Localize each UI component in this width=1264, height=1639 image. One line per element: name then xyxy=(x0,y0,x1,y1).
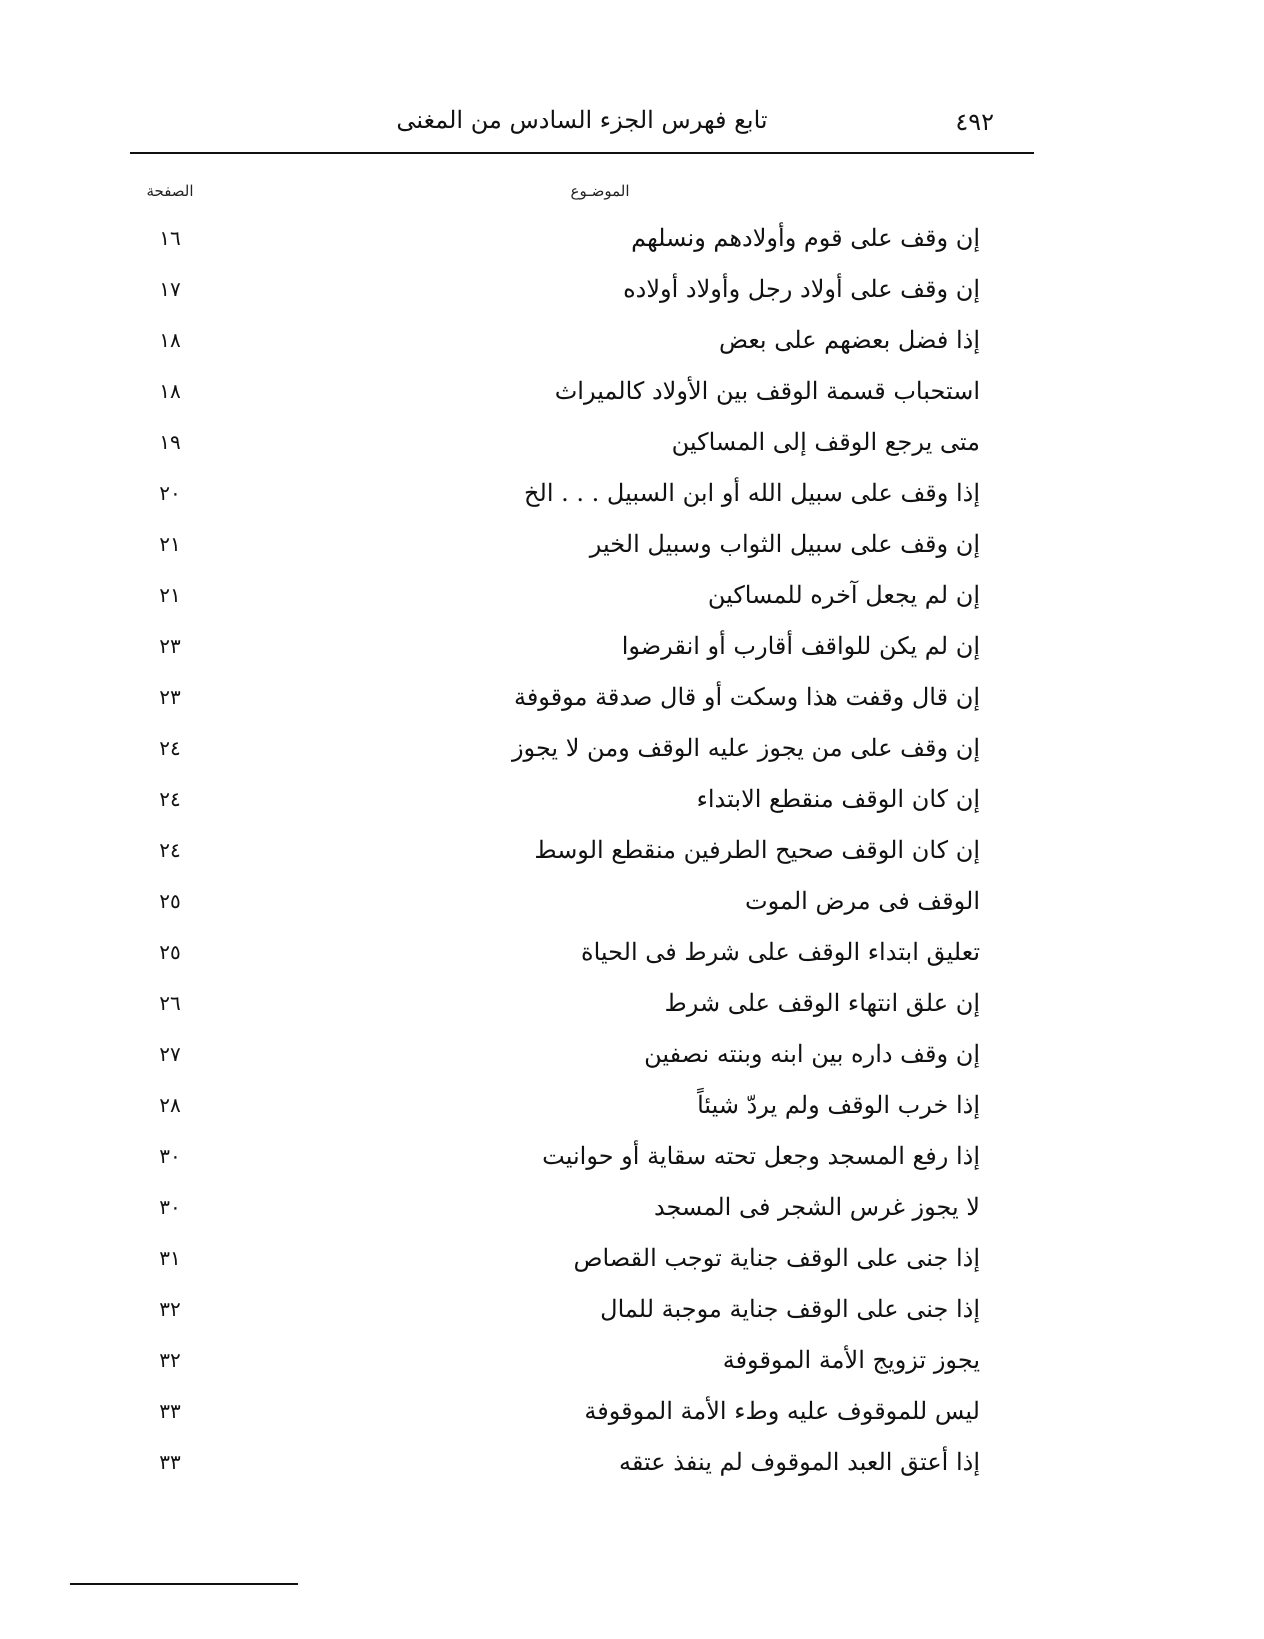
index-entry xyxy=(130,781,1034,832)
entry-page-number: ٢٠ xyxy=(159,481,181,505)
entry-topic: ليس للموقوف عليه وطء الأمة الموقوفة xyxy=(584,1397,980,1425)
index-entry xyxy=(130,373,1034,424)
entry-topic: إن كان الوقف منقطع الابتداء xyxy=(696,785,980,813)
entry-page-number: ٢٤ xyxy=(159,787,181,811)
entry-page-number: ٣٠ xyxy=(159,1144,181,1168)
entry-topic: إذا جنى على الوقف جناية توجب القصاص xyxy=(573,1244,980,1272)
entry-page-number: ١٩ xyxy=(159,430,181,454)
index-entry xyxy=(130,1036,1034,1087)
index-entry xyxy=(130,1240,1034,1291)
entry-topic: الوقف فى مرض الموت xyxy=(744,887,980,915)
index-entry xyxy=(130,883,1034,934)
footer-rule xyxy=(70,1583,298,1585)
index-entry xyxy=(130,271,1034,322)
index-entry xyxy=(130,679,1034,730)
entry-topic: تعليق ابتداء الوقف على شرط فى الحياة xyxy=(581,938,980,966)
index-entry xyxy=(130,1342,1034,1393)
entry-page-number: ١٧ xyxy=(159,277,181,301)
entry-page-number: ٢٨ xyxy=(159,1093,181,1117)
entry-page-number: ١٨ xyxy=(159,379,181,403)
entry-page-number: ٢١ xyxy=(159,583,181,607)
entry-topic: إذا أعتق العبد الموقوف لم ينفذ عتقه xyxy=(619,1448,980,1476)
entry-topic: إن علق انتهاء الوقف على شرط xyxy=(664,989,980,1017)
entry-topic: إذا خرب الوقف ولم يردّ شيئاً xyxy=(697,1091,980,1119)
entry-topic: لا يجوز غرس الشجر فى المسجد xyxy=(653,1193,980,1221)
page-header xyxy=(130,100,1034,140)
entry-topic: إن لم يكن للواقف أقارب أو انقرضوا xyxy=(621,632,980,660)
entry-topic: إذا فضل بعضهم على بعض xyxy=(718,326,980,354)
entry-page-number: ٢١ xyxy=(159,532,181,556)
index-entry xyxy=(130,934,1034,985)
entry-topic: إن وقف على من يجوز عليه الوقف ومن لا يجوز xyxy=(511,734,980,762)
entry-page-number: ٢٥ xyxy=(159,889,181,913)
index-entry xyxy=(130,832,1034,883)
index-entry xyxy=(130,985,1034,1036)
index-entry xyxy=(130,424,1034,475)
column-header-page: الصفحة xyxy=(146,182,194,200)
entry-topic: إذا وقف على سبيل الله أو ابن السبيل . . . الخ xyxy=(524,479,980,507)
entry-page-number: ٢٤ xyxy=(159,838,181,862)
index-entry xyxy=(130,475,1034,526)
index-entry xyxy=(130,1291,1034,1342)
entry-page-number: ٢٣ xyxy=(159,685,181,709)
index-entry xyxy=(130,1138,1034,1189)
entry-page-number: ٢٧ xyxy=(159,1042,181,1066)
entry-page-number: ٢٦ xyxy=(159,991,181,1015)
header-rule xyxy=(130,152,1034,154)
index-entry xyxy=(130,577,1034,628)
entry-page-number: ٣١ xyxy=(159,1246,181,1270)
entry-page-number: ٢٤ xyxy=(159,736,181,760)
entry-page-number: ١٨ xyxy=(159,328,181,352)
header-title: تابع فهرس الجزء السادس من المغنى xyxy=(396,106,768,134)
entry-topic: إن وقف على سبيل الثواب وسبيل الخير xyxy=(589,530,980,558)
entry-topic: إذا جنى على الوقف جناية موجبة للمال xyxy=(600,1295,980,1323)
index-entry xyxy=(130,1393,1034,1444)
entry-page-number: ٣٢ xyxy=(159,1297,181,1321)
entry-topic: يجوز تزويج الأمة الموقوفة xyxy=(722,1346,980,1374)
entry-page-number: ٢٣ xyxy=(159,634,181,658)
index-list xyxy=(130,220,1034,1495)
entry-topic: إن لم يجعل آخره للمساكين xyxy=(707,581,980,609)
page-number: ٤٩٢ xyxy=(955,108,994,136)
index-entry xyxy=(130,322,1034,373)
entry-page-number: ٣٣ xyxy=(159,1399,181,1423)
index-entry xyxy=(130,526,1034,577)
entry-topic: إن وقف على قوم وأولادهم ونسلهم xyxy=(631,224,980,252)
index-entry xyxy=(130,730,1034,781)
column-header-topic: الموضـوع xyxy=(570,182,630,200)
index-entry xyxy=(130,1444,1034,1495)
entry-page-number: ٣٣ xyxy=(159,1450,181,1474)
entry-topic: استحباب قسمة الوقف بين الأولاد كالميراث xyxy=(554,377,980,405)
entry-page-number: ٣٢ xyxy=(159,1348,181,1372)
entry-topic: إن وقف داره بين ابنه وبنته نصفين xyxy=(644,1040,980,1068)
entry-page-number: ١٦ xyxy=(159,226,181,250)
entry-topic: متى يرجع الوقف إلى المساكين xyxy=(671,428,980,456)
entry-topic: إن قال وقفت هذا وسكت أو قال صدقة موقوفة xyxy=(513,683,980,711)
index-entry xyxy=(130,1189,1034,1240)
entry-page-number: ٢٥ xyxy=(159,940,181,964)
index-entry xyxy=(130,1087,1034,1138)
entry-topic: إن كان الوقف صحيح الطرفين منقطع الوسط xyxy=(534,836,980,864)
entry-topic: إن وقف على أولاد رجل وأولاد أولاده xyxy=(623,275,980,303)
entry-page-number: ٣٠ xyxy=(159,1195,181,1219)
index-entry xyxy=(130,628,1034,679)
entry-topic: إذا رفع المسجد وجعل تحته سقاية أو حوانيت xyxy=(542,1142,980,1170)
index-entry xyxy=(130,220,1034,271)
